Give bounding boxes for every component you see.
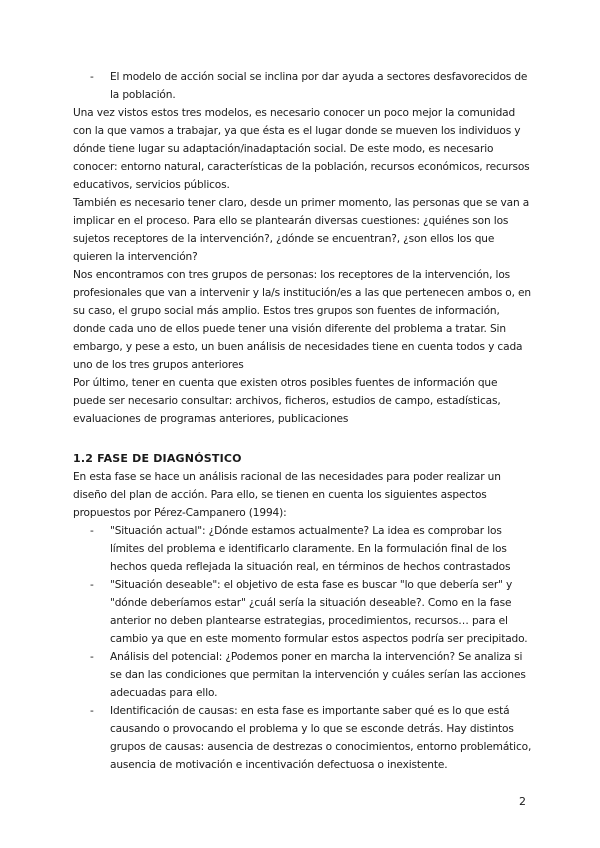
list-item-desired-situation xyxy=(73,576,533,648)
section-intro: En esta fase se hace un análisis racional de las necesidades para poder realizar un diseño del plan de acción. Para ello, se tienen en cuenta los siguientes aspectos propuestos por Pérez-Campanero (1994): xyxy=(73,471,501,519)
paragraph-groups: Nos encontramos con tres grupos de personas: los receptores de la intervención, los profesionales que van a intervenir y la/s institución/es a las que pertenecen ambos o, en su caso, el grupo social más amplio. Estos tres grupos son fuentes de información, donde cada uno de ellos puede tener una visión diferente del problema a tratar. Sin embargo, y pese a esto, un buen análisis de necesidades tiene en cuenta todos y cada uno de los tres grupos anteriores xyxy=(73,269,531,371)
bullet-marker: - xyxy=(90,705,94,717)
document-body xyxy=(73,68,533,774)
page-number: 2 xyxy=(519,795,526,808)
bullet-marker: - xyxy=(90,651,94,663)
paragraph-community: Una vez vistos estos tres modelos, es necesario conocer un poco mejor la comunidad con la que vamos a trabajar, ya que ésta es el lugar donde se mueven los individuos y dónde tiene lugar su adaptación/inadaptación social. De este modo, es necesario conocer: entorno natural, características de la población, recursos económicos, recursos educativos, servicios públicos. xyxy=(73,107,530,191)
intro-bullet-item xyxy=(73,68,533,104)
list-item-current-situation xyxy=(73,522,533,576)
list-item-cause-identification xyxy=(73,702,533,774)
list-item-text: Identificación de causas: en esta fase es importante saber qué es lo que está causando o provocando el problema y lo que se esconde detrás. Hay distintos grupos de causas: ausencia de destrezas o conocimientos, entorno problemático, ausencia de motivación e incentivación defectuosa o inexistente. xyxy=(110,705,532,771)
bullet-marker: - xyxy=(90,579,94,591)
list-item-text: "Situación deseable": el objetivo de esta fase es buscar "lo que debería ser" y "dónde deberíamos estar" ¿cuál sería la situación deseable?. Como en la fase anterior no deben plantearse estrategias, procedimientos, recursos… para el cambio ya que en este momento formular estos aspectos podría ser precipitado. xyxy=(110,579,528,645)
bullet-marker: - xyxy=(90,71,94,83)
paragraph-information-sources: Por último, tener en cuenta que existen otros posibles fuentes de información que puede ser necesario consultar: archivos, ficheros, estudios de campo, estadísticas, evaluaciones de programas anteriores, publicaciones xyxy=(73,377,501,425)
list-item-potential-analysis xyxy=(73,648,533,702)
list-item-text: "Situación actual": ¿Dónde estamos actualmente? La idea es comprobar los límites del problema e identificarlo claramente. En la formulación final de los hechos queda reflejada la situación real, en términos de hechos contrastados xyxy=(110,525,511,573)
bullet-marker: - xyxy=(90,525,94,537)
section-heading: 1.2 FASE DE DIAGNÓSTICO xyxy=(73,452,242,465)
intro-bullet-text: El modelo de acción social se inclina por dar ayuda a sectores desfavorecidos de la población. xyxy=(110,71,528,101)
list-item-text: Análisis del potencial: ¿Podemos poner en marcha la intervención? Se analiza si se dan las condiciones que permitan la intervención y cuáles serían las acciones adecuadas para ello. xyxy=(110,651,526,699)
paragraph-participants: También es necesario tener claro, desde un primer momento, las personas que se van a implicar en el proceso. Para ello se plantearán diversas cuestiones: ¿quiénes son los sujetos receptores de la intervención?, ¿dónde se encuentran?, ¿son ellos los que quieren la intervención? xyxy=(73,197,530,263)
